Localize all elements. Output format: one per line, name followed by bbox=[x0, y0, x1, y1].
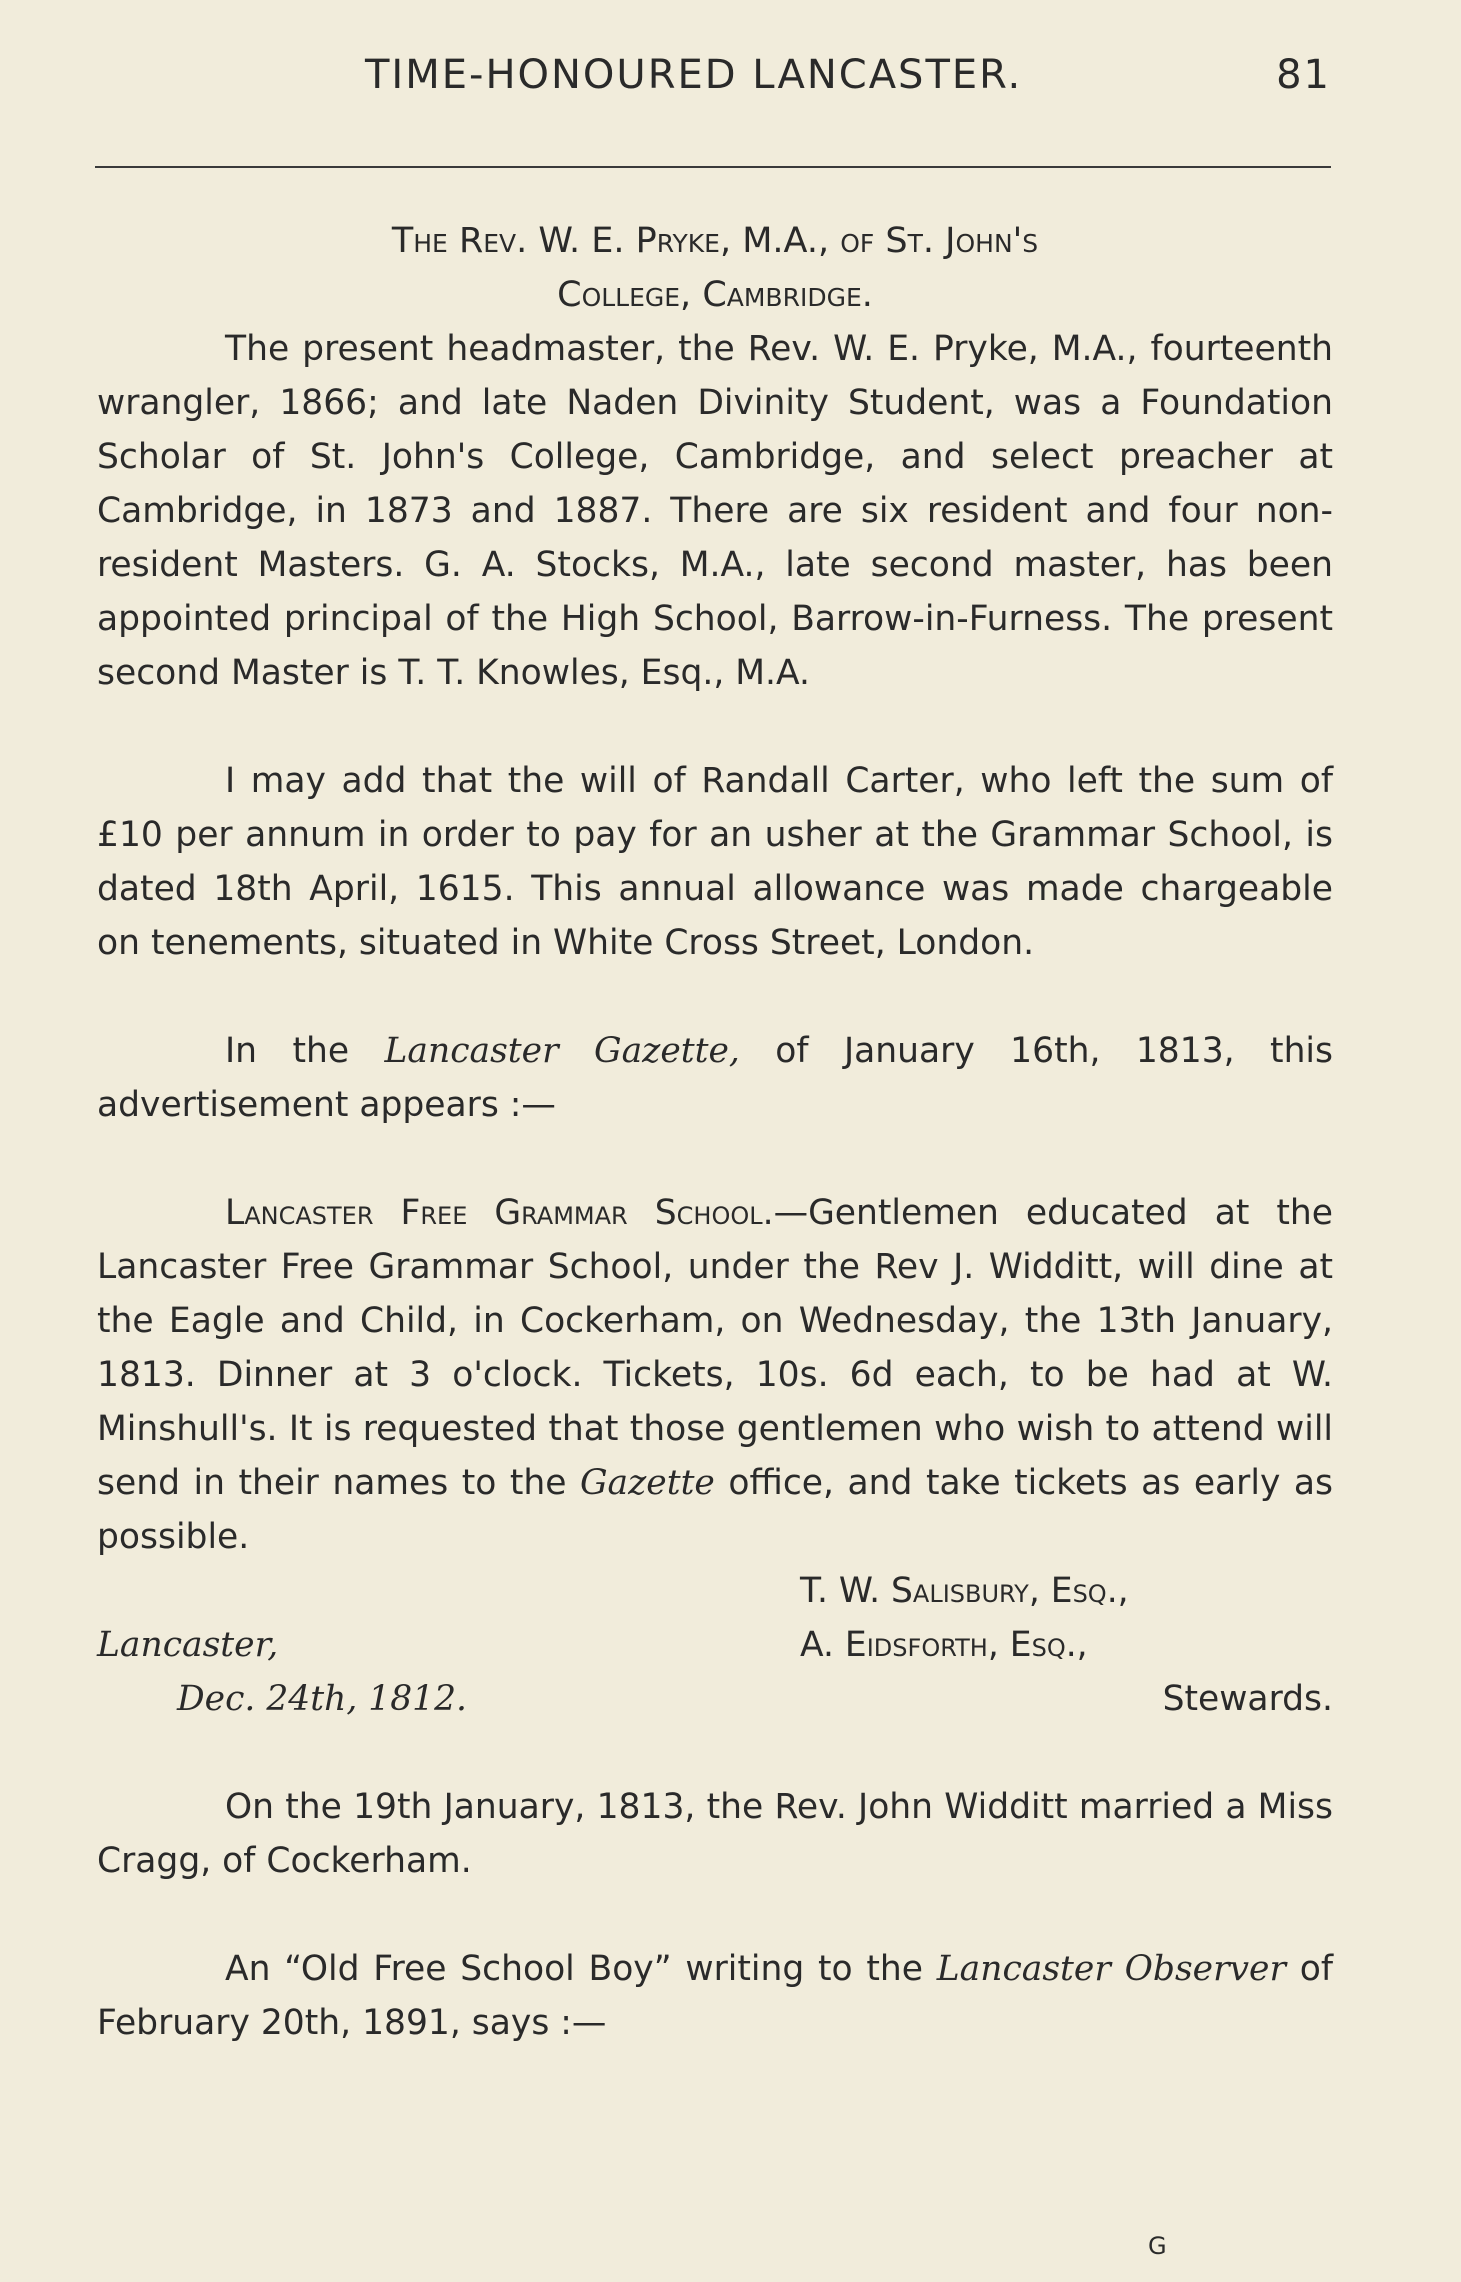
signature-mark: G bbox=[1148, 2232, 1167, 2260]
text-run: —Gentlemen educated at the Lancaster Free Grammar School, under the Rev J. Widditt, will dine at the Eagle and Child, in Cockerham, on Wednesday, the 13th January, 1813. Dinner at 3 o'clock. Tickets, 10s. 6d each, to be had at W. Minshull's. It is requested that those gentlemen who wish to attend will send in their names to the bbox=[97, 1193, 1333, 1503]
running-header bbox=[95, 52, 1331, 112]
paragraph-advertisement bbox=[97, 1186, 1333, 1564]
text-run: In the bbox=[225, 1031, 385, 1071]
paragraph-gazette-intro bbox=[97, 1024, 1333, 1132]
page-number: 81 bbox=[1276, 52, 1331, 98]
newspaper-title: Gazette bbox=[579, 1463, 715, 1503]
running-title: TIME-HONOURED LANCASTER. bbox=[365, 52, 1023, 98]
signature-date: Dec. 24th, 1812. bbox=[177, 1679, 468, 1719]
steward-line-2: A. Eidsforth, Esq., bbox=[800, 1625, 1088, 1665]
newspaper-title: Lancaster Observer bbox=[936, 1949, 1286, 1989]
text-run: office, and take tickets as early as possible. bbox=[97, 1463, 1334, 1557]
text-run: An “Old Free School Boy” writing to the bbox=[225, 1949, 937, 1989]
paragraph-headmaster: The present headmaster, the Rev. W. E. Pryke, M.A., fourteenth wrangler, 1866; and late Naden Divinity Student, was a Foundation Scholar of St. John's College, Cambridge, and select preacher at Cambridge, in 1873 and 1887. There are six resident and four non-resident Masters. G. A. Stocks, M.A., late second master, has been appointed principal of the High School, Barrow-in-Furness. The present second Master is T. T. Knowles, Esq., M.A. bbox=[97, 329, 1333, 693]
paragraph-old-free-school-boy bbox=[97, 1942, 1333, 2050]
text-run: of January 16th, 1813, this advertisement appears :— bbox=[97, 1031, 1333, 1125]
text-run: of February 20th, 1891, says :— bbox=[97, 1949, 1333, 2043]
advertisement-signature bbox=[97, 1564, 1333, 1726]
section-heading-line2: College, Cambridge. bbox=[557, 275, 873, 315]
newspaper-title: Lancaster Gazette, bbox=[384, 1031, 740, 1071]
header-rule bbox=[95, 166, 1331, 168]
page-body bbox=[97, 214, 1333, 2050]
stewards-label: Stewards. bbox=[1162, 1679, 1333, 1719]
paragraph-widditt-marriage: On the 19th January, 1813, the Rev. John Widditt married a Miss Cragg, of Cockerham. bbox=[97, 1787, 1333, 1881]
stewards-label-line bbox=[800, 1672, 1333, 1726]
section-heading-line1: The Rev. W. E. Pryke, M.A., of St. John's bbox=[391, 221, 1039, 261]
signature-place: Lancaster, bbox=[97, 1625, 279, 1665]
paragraph-randall-carter: I may add that the will of Randall Carter, who left the sum of £10 per annum in order to pay for an usher at the Grammar School, is dated 18th April, 1615. This annual allowance was made chargeable on tenements, situated in White Cross Street, London. bbox=[97, 761, 1333, 963]
advertisement-heading: Lancaster Free Grammar School. bbox=[225, 1193, 774, 1233]
steward-line-1: T. W. Salisbury, Esq., bbox=[800, 1571, 1129, 1611]
